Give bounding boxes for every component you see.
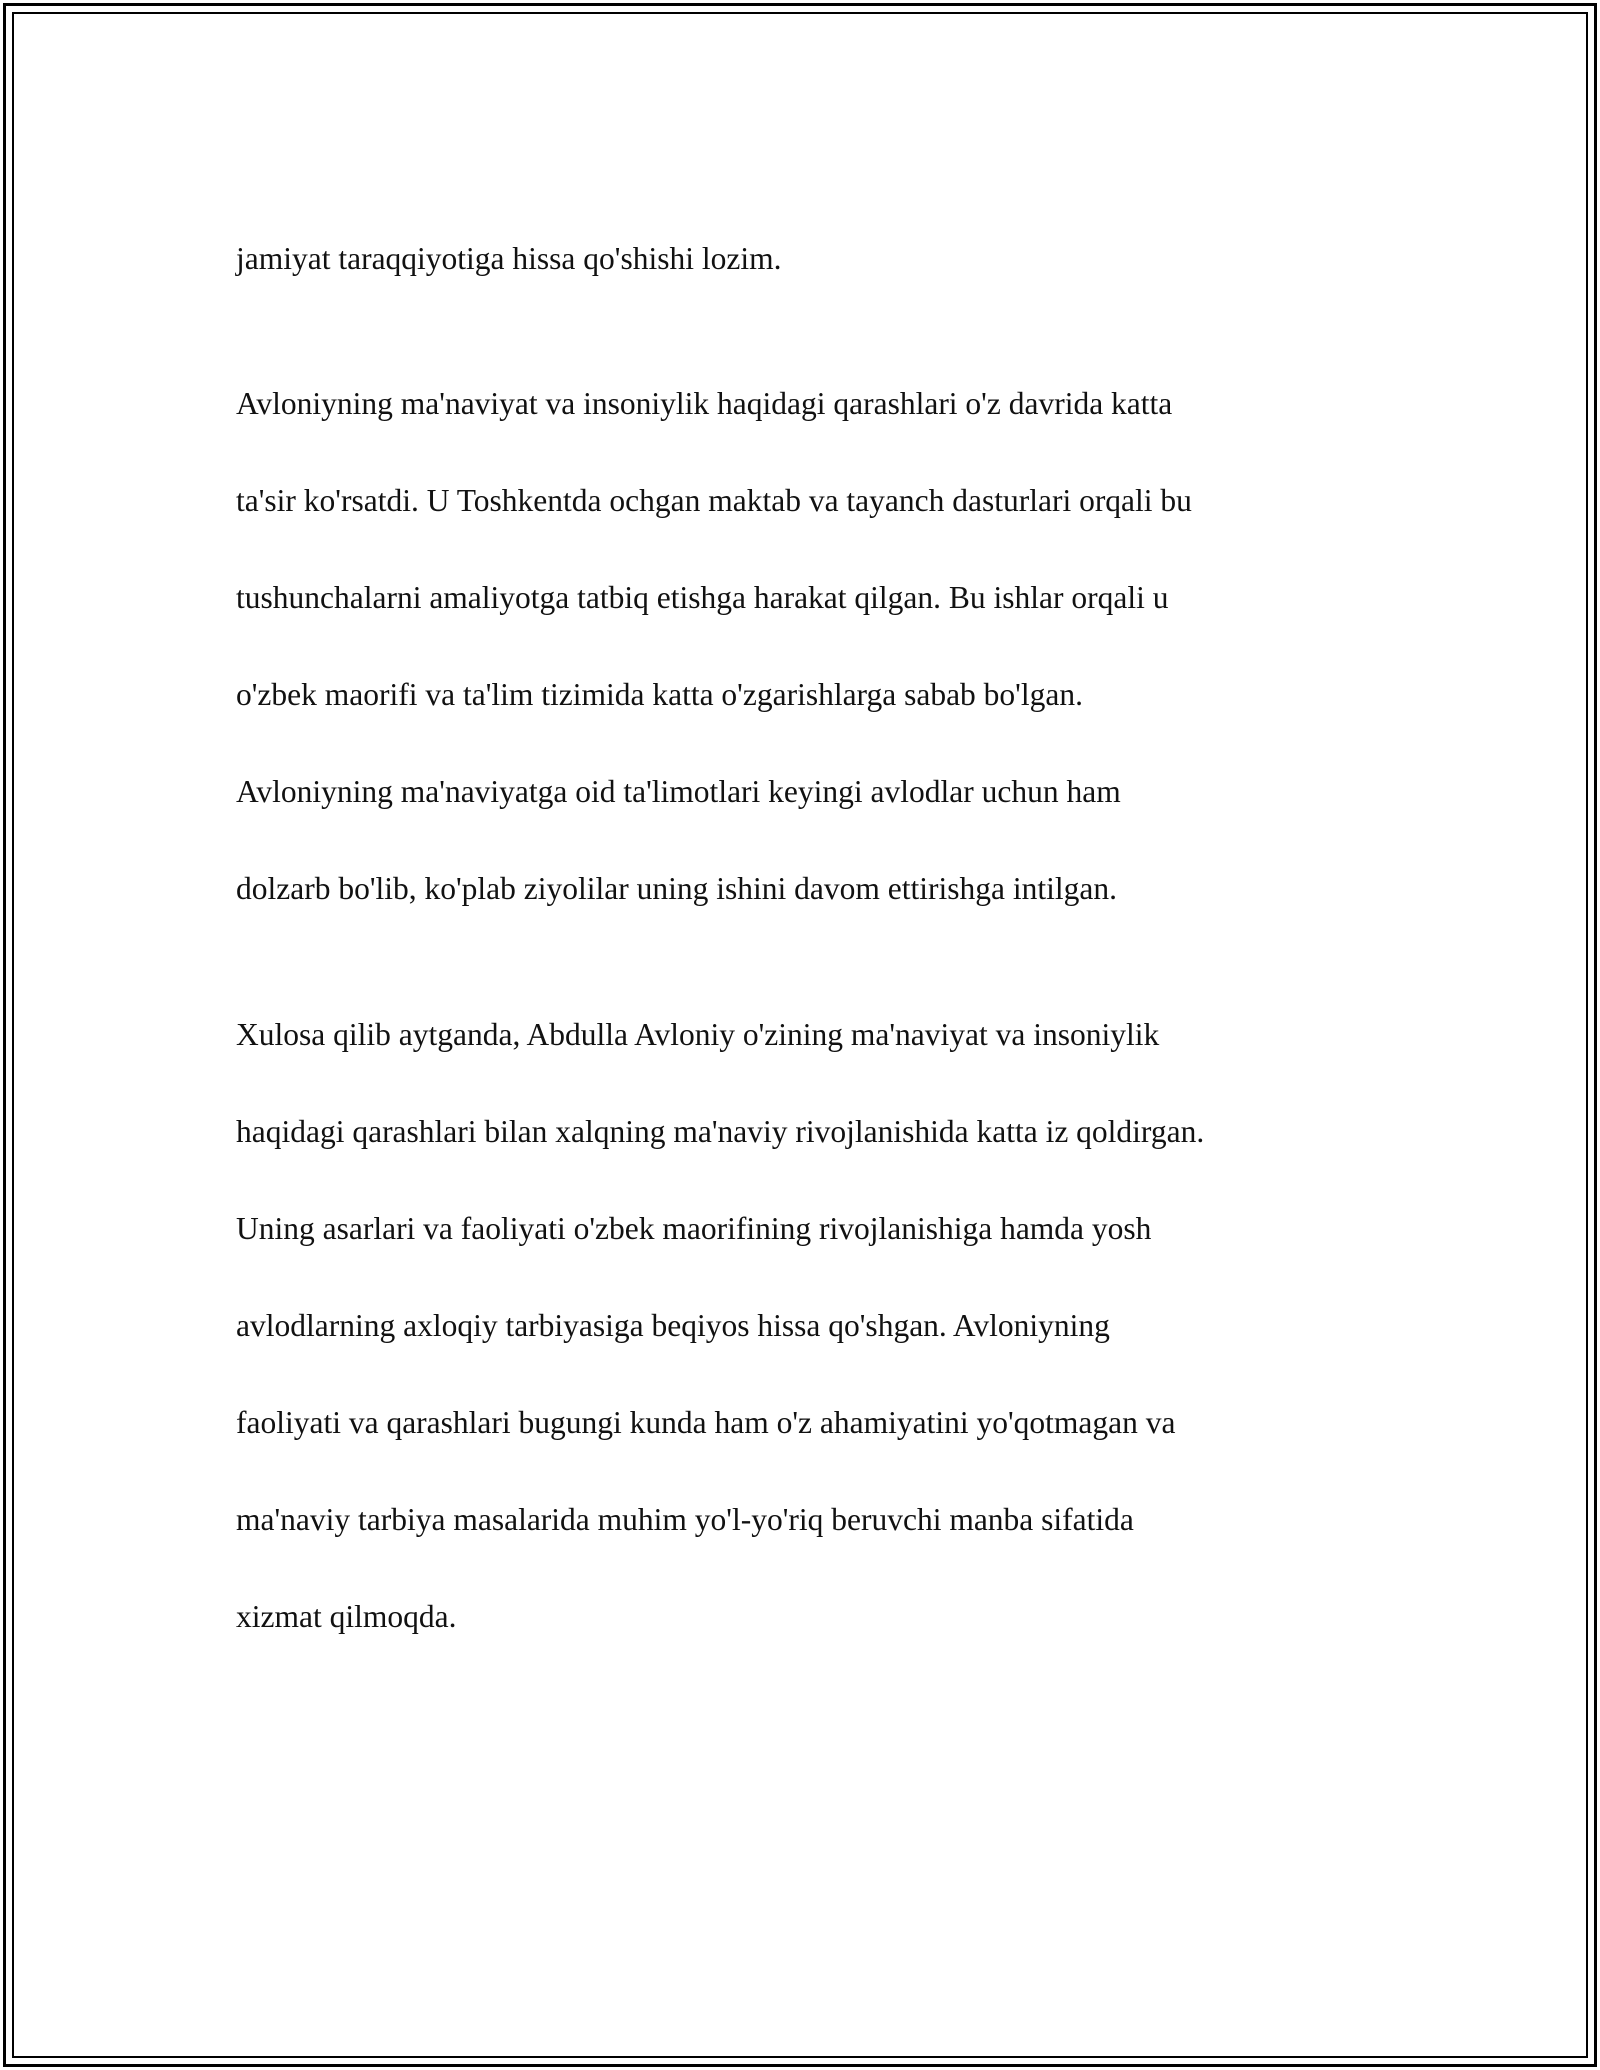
text-line: haqidagi qarashlari bilan xalqning ma'naviy rivojlanishida katta iz qoldirgan. (236, 1113, 1205, 1149)
document-body (236, 186, 1396, 1690)
text-line: faoliyati va qarashlari bugungi kunda ham o'z ahamiyatini yo'qotmagan va (236, 1404, 1176, 1440)
text-line: Avloniyning ma'naviyatga oid ta'limotlari keyingi avlodlar uchun ham (236, 774, 1121, 809)
text-line: dolzarb bo'lib, ko'plab ziyolilar uning ishini davom ettirishga intilgan. (236, 871, 1117, 906)
text-line: avlodlarning axloqiy tarbiyasiga beqiyos hissa qo'shgan. Avloniyning (236, 1307, 1110, 1343)
text-line: ma'naviy tarbiya masalarida muhim yo'l-yo'riq beruvchi manba sifatida (236, 1501, 1134, 1537)
paragraph-conclusion (236, 962, 1396, 1641)
text-line: Uning asarlari va faoliyati o'zbek maorifining rivojlanishiga hamda yosh (236, 1210, 1152, 1246)
paragraph-continuation (236, 186, 1396, 283)
text-line: o'zbek maorifi va ta'lim tizimida katta o'zgarishlarga sabab bo'lgan. (236, 677, 1083, 712)
paragraph-influence (236, 332, 1396, 914)
text-line: jamiyat taraqqiyotiga hissa qo'shishi lozim. (236, 240, 782, 276)
text-line: Avloniyning ma'naviyat va insoniylik haqidagi qarashlari o'z davrida katta (236, 386, 1173, 421)
text-line: xizmat qilmoqda. (236, 1598, 457, 1634)
text-line: Xulosa qilib aytganda, Abdulla Avloniy o'zining ma'naviyat va insoniylik (236, 1016, 1160, 1052)
text-line: ta'sir ko'rsatdi. U Toshkentda ochgan maktab va tayanch dasturlari orqali bu (236, 483, 1192, 518)
text-line: tushunchalarni amaliyotga tatbiq etishga harakat qilgan. Bu ishlar orqali u (236, 580, 1169, 615)
